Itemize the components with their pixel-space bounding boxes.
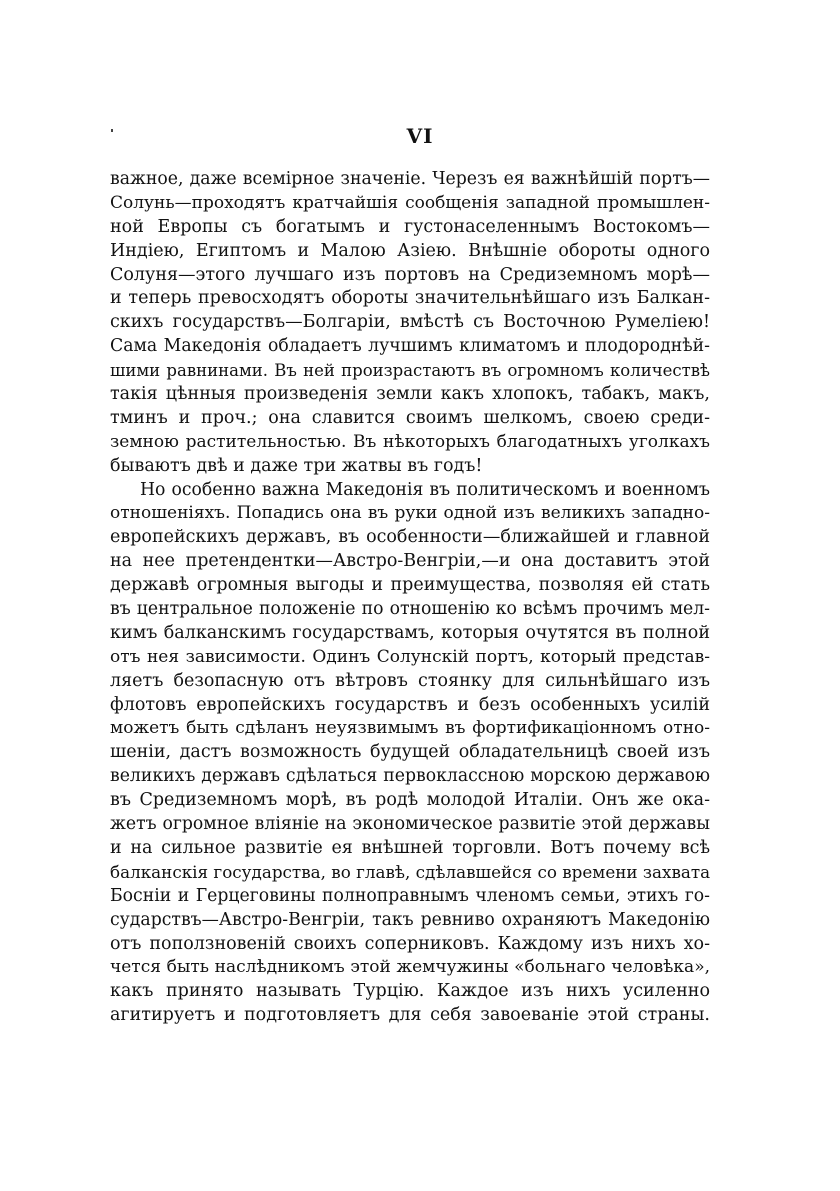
text-line: скихъ государствъ—Болгаріи, вмѣстѣ съ Восточною Румеліею!	[110, 312, 710, 333]
text-line: шеніи, дастъ возможность будущей обладательницѣ своей изъ	[110, 742, 710, 763]
text-line: Но особенно важна Македонія въ политическомъ и военномъ	[140, 479, 710, 500]
text-line: Индіею, Египтомъ и Малою Азіею. Внѣшніе обороты одного	[110, 240, 710, 261]
text-line: важное, даже всемірное значеніе. Черезъ ея важнѣйшій портъ—	[110, 169, 710, 189]
text-line: балканскія государства, во главѣ, сдѣлавшейся со времени захвата	[110, 861, 710, 882]
text-line: агитируетъ и подготовляетъ для себя завоеваніе этой страны.	[110, 1005, 710, 1026]
text-line: земною растительностью. Въ нѣкоторыхъ благодатныхъ уголкахъ	[110, 431, 710, 452]
text-line: Сама Македонія обладаетъ лучшимъ климатомъ и плодороднѣй-	[110, 336, 710, 357]
text-line: сударствъ—Австро-Венгріи, такъ ревниво охраняютъ Македонію	[110, 909, 710, 930]
text-line: и на сильное развитіе ея внѣшней торговли. Вотъ почему всѣ	[110, 837, 710, 858]
text-line: Солунь—проходятъ кратчайшія сообщенія западной промышлен-	[110, 192, 710, 213]
text-line: въ центральное положеніе по отношенію ко всѣмъ прочимъ мел-	[110, 599, 710, 620]
paragraph-1	[110, 168, 710, 479]
text-line: Солуня—этого лучшаго изъ портовъ на Средиземномъ морѣ—	[110, 264, 710, 285]
paragraph-2	[110, 479, 710, 1028]
text-line: на нее претендентки—Австро-Венгріи,—и она доставитъ этой	[110, 551, 710, 572]
text-line: бываютъ двѣ и даже три жатвы въ годъ!	[110, 455, 483, 476]
text-line: державѣ огромныя выгоды и преимущества, позволяя ей стать	[110, 575, 710, 596]
text-line: чется быть наслѣдникомъ этой жемчужины «больнаго человѣка»,	[110, 957, 710, 978]
text-line: такія цѣнныя произведенія земли какъ хлопокъ, табакъ, макъ,	[110, 384, 710, 405]
text-line: тминъ и проч.; она славится своимъ шелкомъ, своею среди-	[110, 407, 710, 428]
text-line: великихъ державъ сдѣлаться первоклассною морскою державою	[110, 766, 710, 787]
text-line: отъ поползновеній своихъ соперниковъ. Каждому изъ нихъ хо-	[110, 933, 710, 954]
text-line: кимъ балканскимъ государствамъ, которыя очутятся въ полной	[110, 622, 710, 643]
text-line: Босніи и Герцеговины полноправнымъ членомъ семьи, этихъ го-	[110, 885, 710, 906]
page-number: VI	[406, 124, 434, 148]
text-line: ляетъ безопасную отъ вѣтровъ стоянку для сильнѣйшаго изъ	[110, 670, 710, 691]
text-line: и теперь превосходятъ обороты значительнѣйшаго изъ Балкан-	[110, 288, 710, 309]
text-line: въ Средиземномъ морѣ, въ родѣ молодой Италіи. Онъ же ока-	[110, 790, 710, 811]
text-line: шими равнинами. Въ ней произрастаютъ въ огромномъ количествѣ	[110, 361, 710, 381]
text-line: жетъ огромное вліяніе на экономическое развитіе этой державы	[110, 814, 710, 835]
text-line: ной Европы съ богатымъ и густонаселеннымъ Востокомъ—	[110, 216, 710, 237]
body-text	[110, 168, 710, 1028]
text-line: отъ нея зависимости. Одинъ Солунскій портъ, который представ-	[110, 646, 710, 667]
text-line: можетъ быть сдѣланъ неуязвимымъ въ фортификаціонномъ отно-	[110, 718, 710, 739]
text-line: отношеніяхъ. Попадись она въ руки одной изъ великихъ западно-	[110, 503, 710, 524]
text-line: флотовъ европейскихъ государствъ и безъ особенныхъ усилій	[110, 694, 710, 715]
text-line: какъ принято называть Турцію. Каждое изъ нихъ усиленно	[110, 981, 710, 1002]
text-line: европейскихъ державъ, въ особенности—ближайшей и главной	[110, 527, 710, 548]
